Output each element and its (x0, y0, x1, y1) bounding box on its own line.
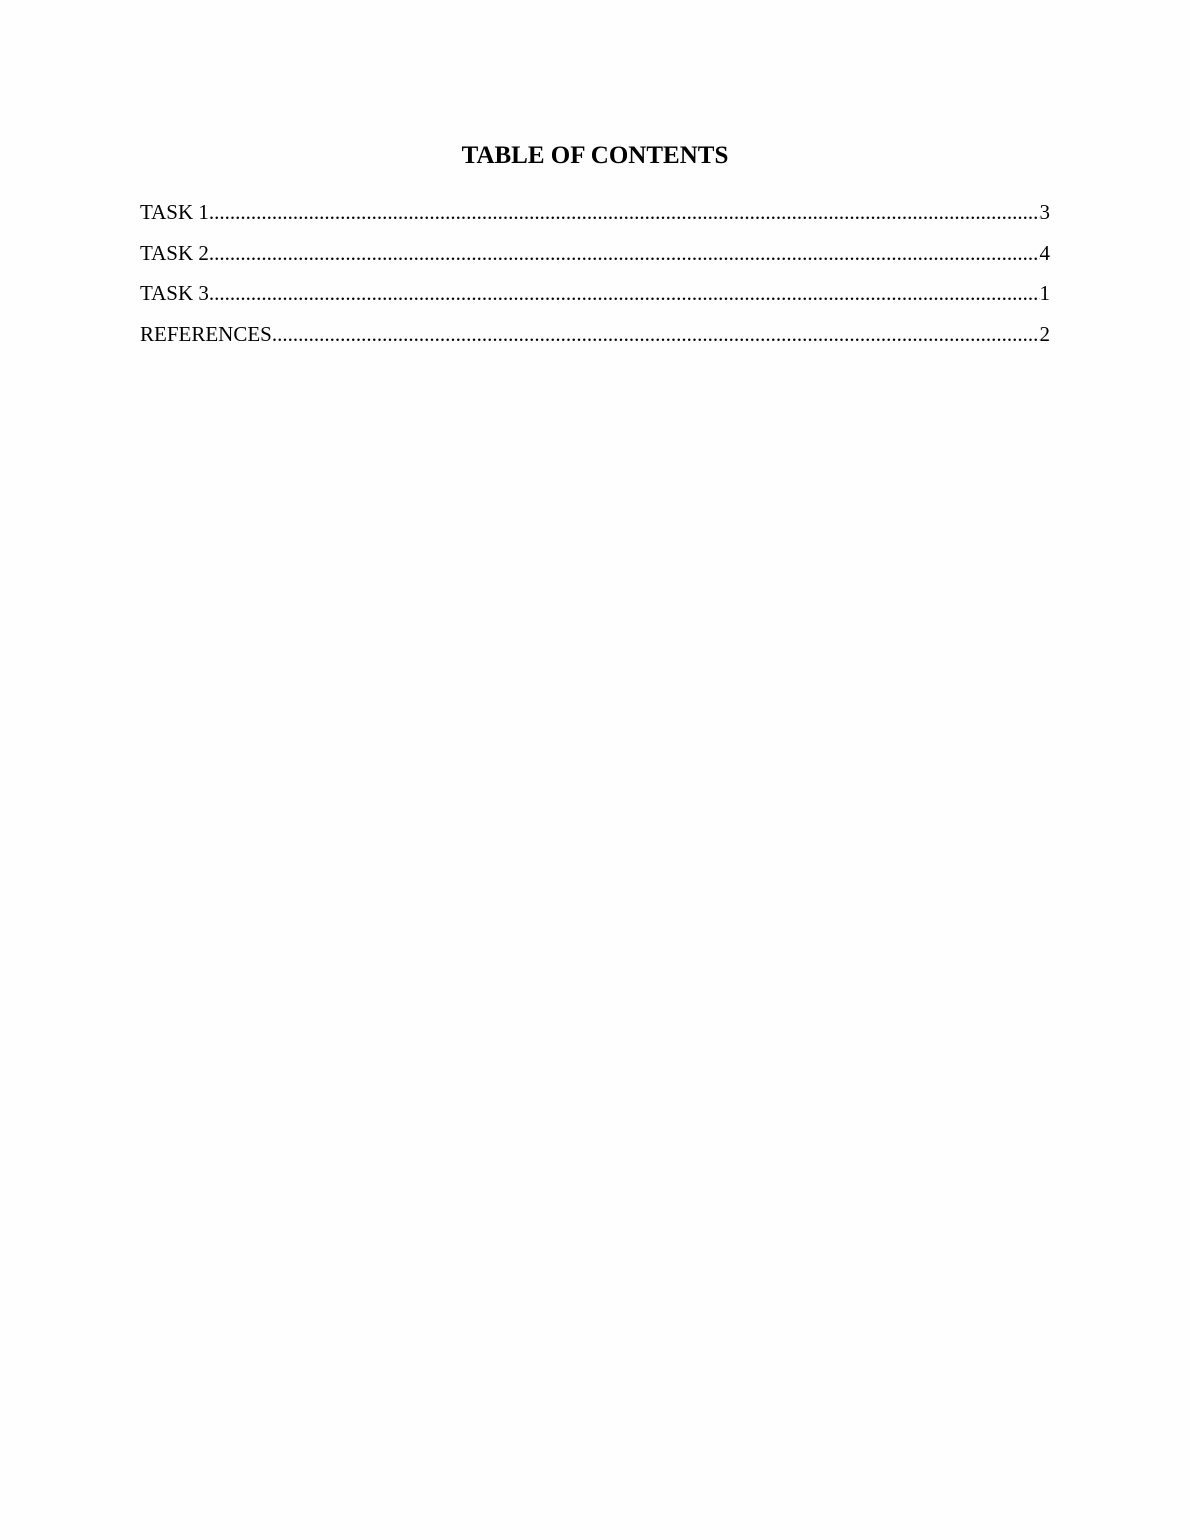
toc-entry-page-number: 3 (1039, 200, 1050, 224)
toc-entry-task-3[interactable] (140, 279, 1050, 320)
toc-entry-page-number: 1 (1039, 281, 1050, 305)
toc-list (140, 198, 1050, 360)
toc-entry-references[interactable] (140, 320, 1050, 361)
toc-dot-leader (209, 239, 1040, 267)
toc-entry-label: TASK 1 (140, 200, 209, 224)
toc-dot-leader (209, 198, 1040, 226)
toc-entry-task-1[interactable] (140, 198, 1050, 239)
toc-entry-label: TASK 2 (140, 240, 209, 265)
toc-entry-page-number: 2 (1039, 321, 1050, 346)
toc-title: TABLE OF CONTENTS (461, 142, 729, 169)
toc-dot-leader (272, 320, 1040, 348)
toc-entry-label: TASK 3 (140, 281, 209, 305)
toc-entry-page-number: 4 (1039, 240, 1050, 265)
toc-entry-task-2[interactable] (140, 239, 1050, 280)
toc-dot-leader (209, 279, 1040, 307)
toc-entry-label: REFERENCES (140, 321, 272, 346)
